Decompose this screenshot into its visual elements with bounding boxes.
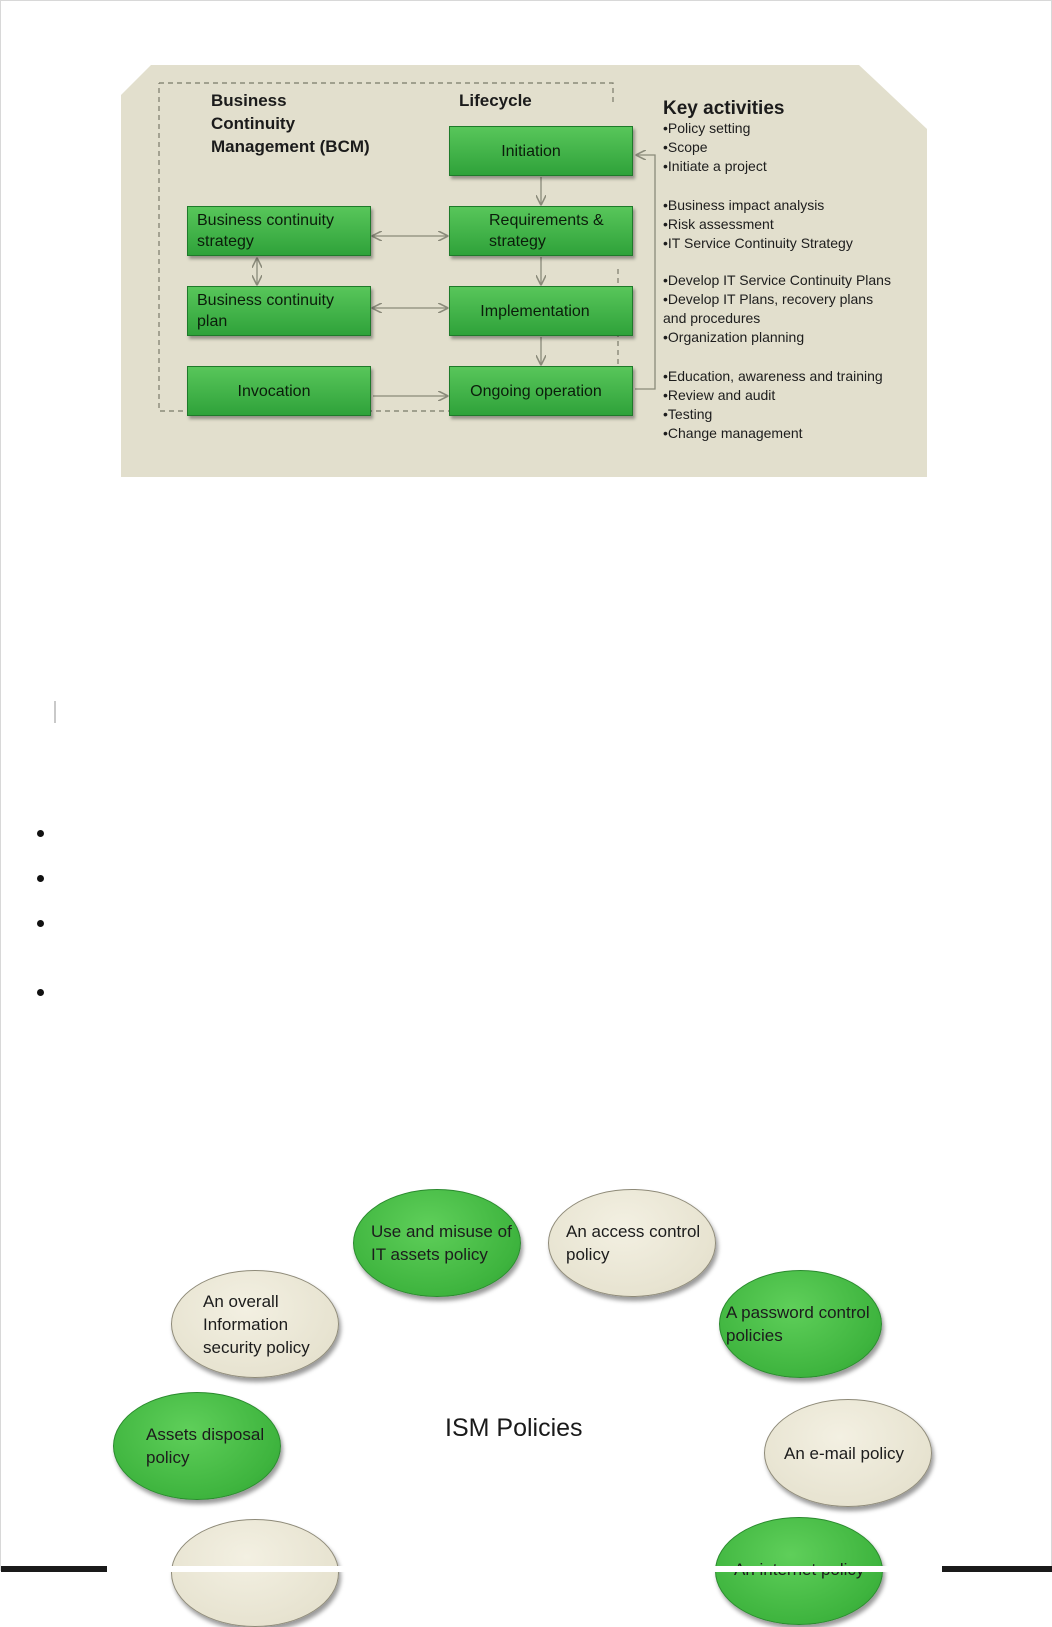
list-bullet (37, 830, 44, 837)
activity-item: •Testing (663, 406, 713, 422)
policy-label: policies (726, 1326, 783, 1345)
lifecycle-title: Lifecycle (459, 91, 532, 110)
activity-item: •Develop IT Plans, recovery plans (663, 291, 874, 307)
box-strategy-label-2: strategy (197, 233, 254, 250)
policy-label: Use and misuse of (371, 1222, 512, 1241)
box-ongoing-operation (449, 366, 633, 416)
box-business-continuity-strategy (187, 206, 371, 256)
ism-policies-title: ISM Policies (445, 1414, 583, 1442)
text-cursor-marker (54, 701, 56, 723)
activity-item: •Business impact analysis (663, 197, 825, 213)
policy-assets-disposal (113, 1392, 281, 1500)
policy-label: IT assets policy (371, 1245, 488, 1264)
policy-label: A password control (726, 1303, 870, 1322)
activity-item: •Risk assessment (663, 216, 774, 232)
activity-item: and procedures (663, 310, 761, 326)
activity-item: •Education, awareness and training (663, 368, 883, 384)
key-activities-title: Key activities (663, 98, 785, 119)
box-plan-label-2: plan (197, 313, 228, 330)
policy-label: An e-mail policy (784, 1443, 904, 1463)
key-activities-group-1 (663, 119, 767, 176)
activity-item: •Scope (663, 139, 708, 155)
policy-label: policy (146, 1448, 190, 1467)
policy-label: Assets disposal (146, 1425, 265, 1444)
policy-password-control (719, 1270, 882, 1378)
activity-item: •Organization planning (663, 329, 805, 345)
box-strategy-label-1: Business continuity (197, 212, 334, 229)
policy-access-control (548, 1189, 716, 1297)
key-activities-group-2 (663, 196, 853, 253)
activity-item: •Develop IT Service Continuity Plans (663, 272, 891, 288)
policy-label: Information (203, 1314, 289, 1334)
key-activities-group-4 (663, 367, 883, 443)
box-initiation-label: Initiation (501, 142, 561, 160)
list-bullet (37, 875, 44, 882)
box-requirements-label-2: strategy (489, 233, 546, 250)
box-invocation-label: Invocation (237, 382, 311, 400)
bcm-connectors (1, 1, 1052, 521)
box-business-continuity-plan (187, 286, 371, 336)
activity-item: •Change management (663, 425, 803, 441)
box-requirements-strategy (449, 206, 633, 256)
box-plan-label-1: Business continuity (197, 292, 334, 309)
box-requirements-label-1: Requirements & (489, 212, 604, 229)
arrow-feedback-loop (635, 155, 655, 389)
policy-overall-information-security (171, 1270, 339, 1378)
bcm-title: Business Continuity Management (BCM) (211, 91, 370, 156)
list-bullet (37, 989, 44, 996)
policy-label: security policy (203, 1337, 310, 1357)
box-implementation-label: Implementation (480, 302, 590, 320)
policy-label: An overall (203, 1291, 279, 1311)
key-activities-group-3 (663, 271, 891, 347)
policy-email (764, 1399, 932, 1507)
policy-bottom-left-partial (171, 1519, 339, 1627)
policy-label: policy (566, 1245, 610, 1264)
box-invocation (187, 366, 371, 416)
policy-label: An access control (566, 1222, 701, 1241)
box-initiation (449, 126, 633, 176)
box-ongoing-label: Ongoing operation (470, 382, 602, 400)
bottom-edge-strip (1, 1566, 1052, 1572)
activity-item: •IT Service Continuity Strategy (663, 235, 853, 251)
activity-item: •Review and audit (663, 387, 776, 403)
activity-item: •Initiate a project (663, 158, 767, 174)
activity-item: •Policy setting (663, 120, 751, 136)
policy-use-misuse-it-assets (353, 1189, 521, 1297)
list-bullet (37, 920, 44, 927)
bottom-edge-gap (107, 1566, 942, 1572)
box-implementation (449, 286, 633, 336)
